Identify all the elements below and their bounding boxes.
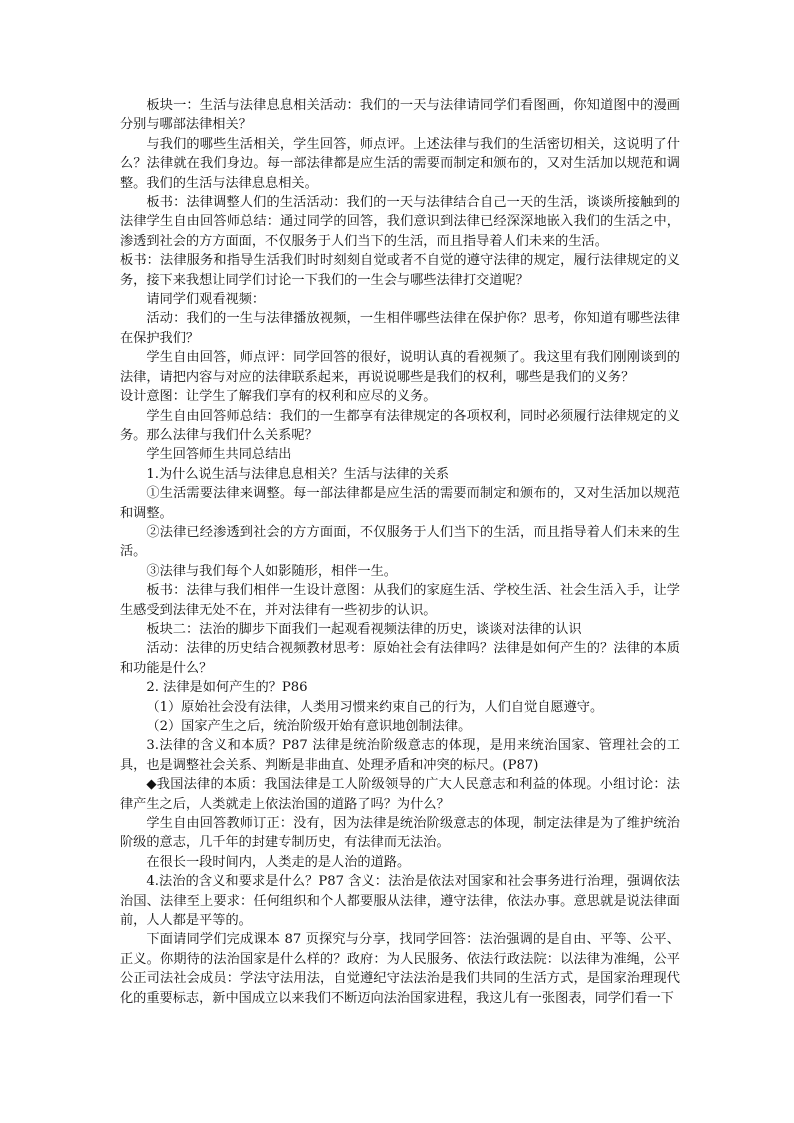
paragraph-7: 学生自由回答，师点评：同学回答的很好，说明认真的看视频了。我这里有我们刚刚谈到的法律，请把内容与对应的法律联系起来，再说说哪些是我们的权利，哪些是我们的义务？ (120, 350, 680, 385)
paragraph-4: 板书：法律服务和指导生活我们时时刻刻自觉或者不自觉的遵守法律的规定，履行法律规定的义务，接下来我想让同学们讨论一下我们的一生会与哪些法律打交道呢？ (120, 253, 680, 288)
document-page (120, 96, 680, 1008)
paragraph-20: （2）国家产生之后，统治阶级开始有意识地创制法律。 (146, 719, 472, 734)
paragraph-13: ②法律已经渗透到社会的方方面面，不仅服务于人们当下的生活，而且指导着人们未来的生活。 (120, 524, 680, 560)
paragraph-8: 设计意图：让学生了解我们享有的权利和应尽的义务。 (120, 389, 437, 405)
paragraph-9: 学生自由回答师总结：我们的一生都享有法律规定的各项权利，同时必须履行法律规定的义务。那么法律与我们什么关系呢？ (120, 408, 680, 443)
paragraph-23: 学生自由回答教师订正：没有，因为法律是统治阶级意志的体现，制定法律是为了维护统治阶级的意志，几千年的封建专制历史，有法律而无法治。 (120, 816, 680, 851)
paragraph-11: 1.为什么说生活与法律息息相关？生活与法律的关系 (146, 466, 450, 482)
paragraph-19: （1）原始社会没有法律，人类用习惯来约束自己的行为，人们自觉自愿遵守。 (146, 699, 604, 715)
paragraph-22: ◆我国法律的本质：我国法律是工人阶级领导的广大人民意志和利益的体现。小组讨论：法律产生之后，人类就走上依法治国的道路了吗？为什么？ (120, 777, 680, 812)
paragraph-12: ①生活需要法律来调整。每一部法律都是应生活的需要而制定和颁布的，又对生活加以规范和调整。 (120, 486, 680, 521)
paragraph-26: 下面请同学们完成课本 87 页探究与分享，找同学回答：法治强调的是自由、平等、公平、正义。你期待的法治国家是什么样的？政府：为人民服务、依法行政法院：以法律为准绳，公平公正司法社会成员：学法守法用法，自觉遵纪守法法治是我们共同的生活方式，是国家治理现代化的重要标志，新中国成立以来我们不断迈向法治国家进程，我这儿有一张图表，同学们看一下 (120, 932, 680, 1006)
paragraph-18: 2. 法律是如何产生的？P86 (146, 680, 308, 696)
paragraph-14: ③法律与我们每个人如影随形，相伴一生。 (146, 563, 397, 579)
paragraph-10: 学生回答师生共同总结出 (146, 447, 292, 463)
paragraph-24: 在很长一段时间内，人类走的是人治的道路。 (146, 854, 411, 870)
paragraph-25: 4.法治的含义和要求是什么？P87 含义：法治是依法对国家和社会事务进行治理，强调依法治国、法律至上要求：任何组织和个人都要服从法律，遵守法律，依法办事。意思就是说法律面前，人人都是平等的。 (120, 874, 680, 929)
paragraph-1: 板块一：生活与法律息息相关活动：我们的一天与法律请同学们看图画，你知道图中的漫画分别与哪部法律相关？ (120, 98, 680, 133)
paragraph-2: 与我们的哪些生活相关，学生回答，师点评。上述法律与我们的生活密切相关，这说明了什么？法律就在我们身边。每一部法律都是应生活的需要而制定和颁布的，又对生活加以规范和调整。我们的生活与法律息息相关。 (120, 136, 680, 191)
paragraph-6: 活动：我们的一生与法律播放视频，一生相伴哪些法律在保护你？思考，你知道有哪些法律在保护我们？ (120, 311, 680, 346)
paragraph-5: 请同学们观看视频： (146, 292, 266, 308)
paragraph-17: 活动：法律的历史结合视频教材思考：原始社会有法律吗？法律是如何产生的？法律的本质和功能是什么？ (120, 641, 680, 676)
paragraph-3: 板书：法律调整人们的生活活动：我们的一天与法律结合自己一天的生活，谈谈所接触到的法律学生自由回答师总结：通过同学的回答，我们意识到法律已经深深地嵌入我们的生活之中，渗透到社会的方方面面，不仅服务于人们当下的生活，而且指导着人们未来的生活。 (120, 195, 680, 249)
paragraph-21: 3.法律的含义和本质？P87 法律是统治阶级意志的体现，是用来统治国家、管理社会的工具，也是调整社会关系、判断是非曲直、处理矛盾和冲突的标尺。(P87) (120, 738, 680, 773)
paragraph-16: 板块二：法治的脚步下面我们一起观看视频法律的历史，谈谈对法律的认识 (146, 621, 582, 637)
paragraph-15: 板书：法律与我们相伴一生设计意图：从我们的家庭生活、学校生活、社会生活入手，让学生感受到法律无处不在，并对法律有一些初步的认识。 (120, 583, 680, 618)
